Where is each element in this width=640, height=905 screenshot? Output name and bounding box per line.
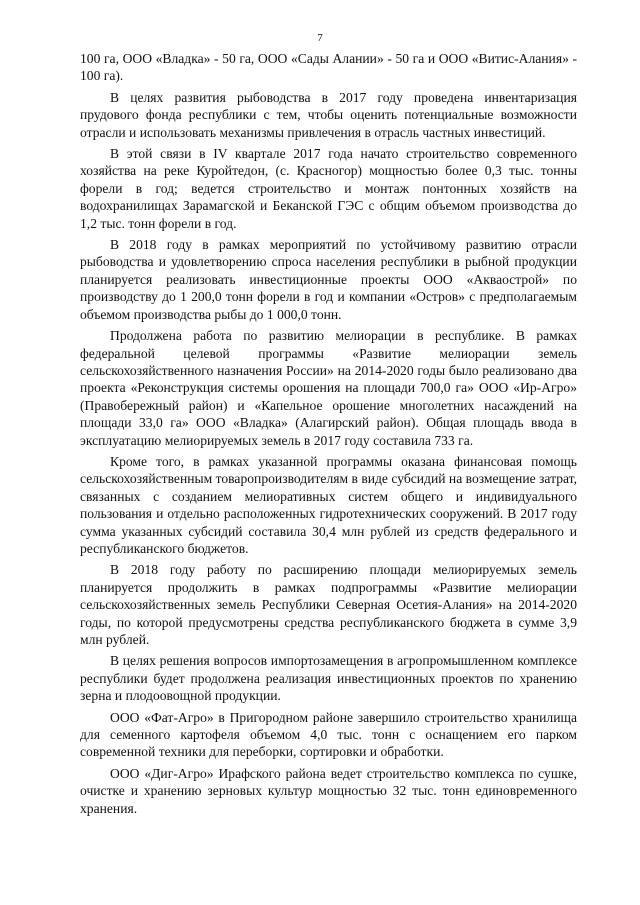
paragraph-reclamation-2018: В 2018 году работу по расширению площади мелиорируемых земель планируется продолжить в рамках подпрограммы «Развитие мелиорации сельскохозяйственных земель Республики Северная Осетия-Алания» на 2014-2020 годы, по которой предусмотрены средства республиканского бюджета в сумме 3,9 млн рублей. bbox=[80, 562, 577, 647]
paragraph-import-substitution: В целях решения вопросов импортозамещения в агропромышленном комплексе республики будет продолжена реализация инвестиционных проектов по хранению зерна и плодоовощной продукции. bbox=[80, 653, 577, 704]
paragraph-dig-agro-grain-complex: ООО «Диг-Агро» Ирафского района ведет строительство комплекса по сушке, очистке и хранению зерновых культур мощностью 32 тыс. тонн единовременного хранения. bbox=[80, 765, 577, 816]
paragraph-fish-investment-projects: В 2018 году в рамках мероприятий по устойчивому развитию отрасли рыбоводства и удовлетворению спроса населения республики в рыбной продукции планируется реализовать инвестиционные проекты ООО «Акваострой» по производству до 1 200,0 тонн форели в год и компании «Остров» с предполагаемым объемом производства рыбы до 1 000,0 тонн. bbox=[80, 237, 577, 322]
paragraph-fat-agro-storage: ООО «Фат-Агро» в Пригородном районе завершило строительство хранилища для семенного картофеля объемом 4,0 тыс. тонн с оснащением его парком современной техники для переборки, сортировки и обработки. bbox=[80, 709, 577, 760]
paragraph-land-reclamation-program: Продолжена работа по развитию мелиорации в республике. В рамках федеральной целевой программы «Развитие мелиорации земель сельскохозяйственного назначения России» на 2014-2020 годы было реализовано два проекта «Реконструкция системы орошения на площади 700,0 га» ООО «Ир-Агро» (Правобережный район) и «Капельное орошение многолетних насаждений на площади 33,0 га» ООО «Владка» (Алагирский район). Общая площадь ввода в эксплуатацию мелиорируемых земель в 2017 году составила 733 га. bbox=[80, 328, 577, 448]
document-body bbox=[80, 50, 577, 821]
paragraph-reclamation-subsidies: Кроме того, в рамках указанной программы оказана финансовая помощь сельскохозяйственным товаропроизводителям в виде субсидий на возмещение затрат, связанных с созданием мелиоративных систем общего и индивидуального пользования и отдельно расположенных гидротехнических сооружений. В 2017 году сумма указанных субсидий составила 30,4 млн рублей из средств федерального и республиканского бюджетов. bbox=[80, 453, 577, 556]
page-number: 7 bbox=[317, 32, 323, 44]
paragraph-trout-farm-construction: В этой связи в IV квартале 2017 года начато строительство современного хозяйства на реке Куройтедон, (с. Красногор) мощностью более 0,3 тыс. тонны форели в год; ведется строительство и монтаж понтонных хозяйств на водохранилищах Зарамагской и Беканской ГЭС с общим объемом производства до 1,2 тыс. тонн форели в год. bbox=[80, 146, 577, 231]
paragraph-continuation: 100 га, ООО «Владка» - 50 га, ООО «Сады Алании» - 50 га и ООО «Витис-Алания» - 100 га). bbox=[80, 51, 577, 84]
paragraph-fish-farming-inventory: В целях развития рыбоводства в 2017 году проведена инвентаризация прудового фонда республики с тем, чтобы оценить потенциальные возможности отрасли и использовать механизмы привлечения в отрасль частных инвестиций. bbox=[80, 89, 577, 140]
